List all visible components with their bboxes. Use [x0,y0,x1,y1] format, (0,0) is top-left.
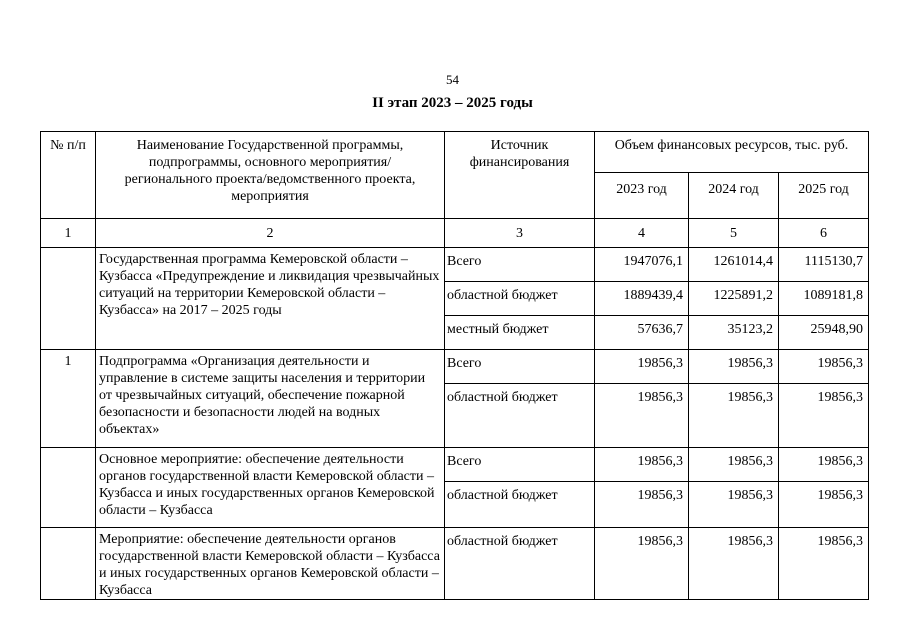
row-name: Основное мероприятие: обеспечение деятельности органов государственной власти Кемеровской области – Кузбасса и иных государственных органов Кемеровской области – Кузбасса [96,448,445,528]
value-2024: 1225891,2 [689,282,779,316]
value-2024: 19856,3 [689,350,779,384]
value-2023: 19856,3 [595,384,689,448]
column-index-cell: 2 [96,219,445,248]
value-2023: 57636,7 [595,316,689,350]
table-row [41,248,869,282]
value-2023: 1889439,4 [595,282,689,316]
header-year-2023: 2023 год [595,173,689,219]
row-name: Государственная программа Кемеровской области – Кузбасса «Предупреждение и ликвидация чрезвычайных ситуаций на территории Кемеровской области – Кузбасса» на 2017 – 2025 годы [96,248,445,350]
row-source: областной бюджет [445,528,595,600]
column-index-cell: 5 [689,219,779,248]
table-row [41,448,869,482]
header-year-2024: 2024 год [689,173,779,219]
row-number [41,448,96,528]
value-2024: 19856,3 [689,384,779,448]
page-heading: II этап 2023 – 2025 годы [372,95,533,111]
value-2024: 35123,2 [689,316,779,350]
column-index-cell: 1 [41,219,96,248]
value-2025: 19856,3 [779,482,869,528]
row-source: областной бюджет [445,384,595,448]
row-name: Мероприятие: обеспечение деятельности органов государственной власти Кемеровской области – Кузбасса и иных государственных органов Кемеровской области – Кузбасса [96,528,445,600]
value-2024: 19856,3 [689,448,779,482]
column-index-cell: 6 [779,219,869,248]
row-source: областной бюджет [445,282,595,316]
header-name: Наименование Государственной программы, подпрограммы, основного мероприятия/регионального проекта/ведомственного проекта, мероприятия [96,132,445,219]
value-2023: 19856,3 [595,350,689,384]
header-source: Источник финансирования [445,132,595,219]
value-2023: 19856,3 [595,482,689,528]
value-2025: 19856,3 [779,384,869,448]
row-number: 1 [41,350,96,448]
financing-table [40,131,869,600]
row-source: местный бюджет [445,316,595,350]
column-index-cell: 3 [445,219,595,248]
value-2023: 19856,3 [595,448,689,482]
value-2024: 19856,3 [689,528,779,600]
header-year-2025: 2025 год [779,173,869,219]
table-row [41,528,869,600]
value-2023: 19856,3 [595,528,689,600]
row-source: областной бюджет [445,482,595,528]
column-index-cell: 4 [595,219,689,248]
value-2023: 1947076,1 [595,248,689,282]
row-source: Всего [445,248,595,282]
row-source: Всего [445,448,595,482]
table-row [41,350,869,384]
row-number [41,528,96,600]
header-volume: Объем финансовых ресурсов, тыс. руб. [595,132,869,173]
value-2025: 1089181,8 [779,282,869,316]
value-2025: 19856,3 [779,528,869,600]
header-num: № п/п [41,132,96,219]
value-2025: 25948,90 [779,316,869,350]
value-2025: 1115130,7 [779,248,869,282]
value-2024: 19856,3 [689,482,779,528]
row-source: Всего [445,350,595,384]
value-2025: 19856,3 [779,350,869,384]
value-2025: 19856,3 [779,448,869,482]
page-number: 54 [446,72,459,87]
row-number [41,248,96,350]
value-2024: 1261014,4 [689,248,779,282]
row-name: Подпрограмма «Организация деятельности и управление в системе защиты населения и территории от чрезвычайных ситуаций, обеспечение пожарной безопасности и безопасности людей на водных объектах» [96,350,445,448]
